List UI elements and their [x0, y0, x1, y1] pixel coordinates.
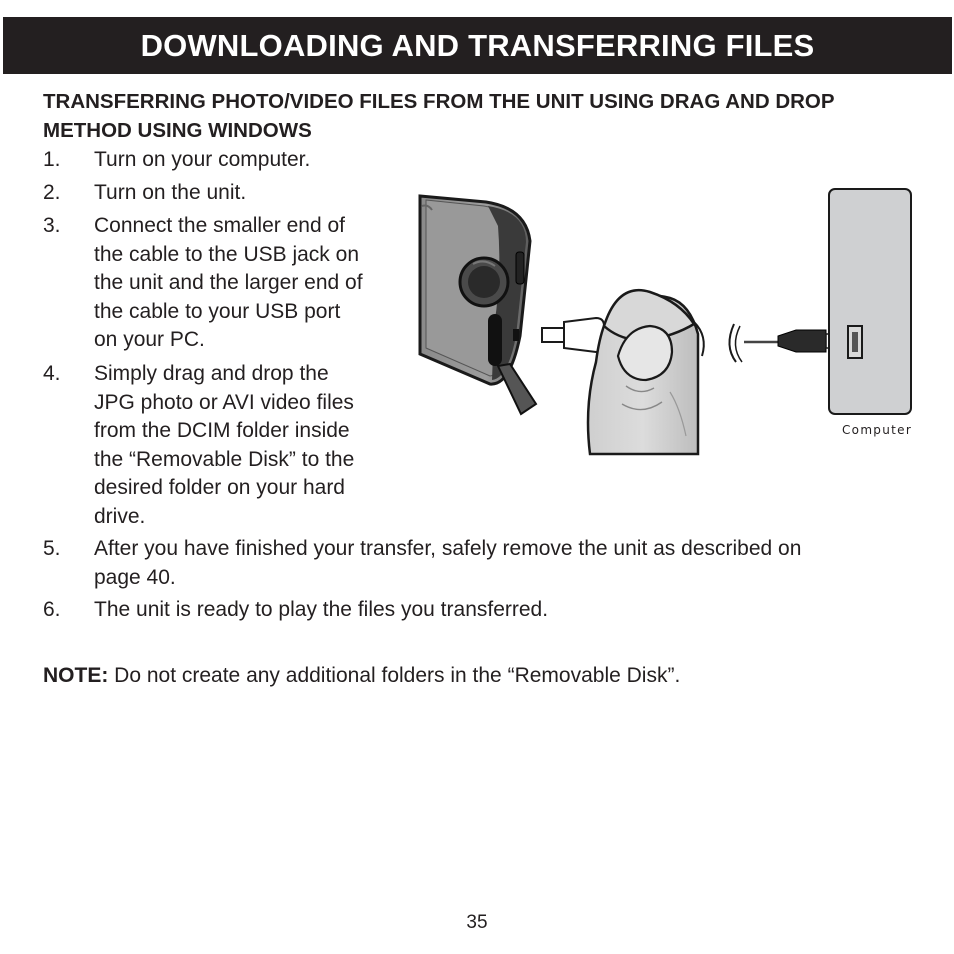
step-text-line: from the DCIM folder inside: [94, 419, 350, 443]
note-label: NOTE:: [43, 664, 109, 687]
header-bar: [3, 17, 952, 74]
step-text-line: the cable to your USB port: [94, 299, 341, 323]
hand-holding-cable-graphic: [588, 290, 704, 454]
step-number: 4.: [43, 362, 61, 385]
page-number: 35: [466, 912, 488, 933]
step-text-line: the cable to the USB jack on: [94, 242, 359, 266]
usb-connection-illustration: [418, 186, 918, 458]
step-number: 2.: [43, 181, 61, 204]
step-text-line: the unit and the larger end of: [94, 271, 363, 295]
step-text-line: Connect the smaller end of: [94, 214, 345, 237]
computer-graphic: [829, 189, 911, 414]
step-text-line: the “Removable Disk” to the: [94, 447, 355, 471]
step-text-line: The unit is ready to play the files you transferred.: [94, 598, 549, 621]
step-number: 1.: [43, 148, 61, 171]
step-text-line: on your PC.: [94, 328, 205, 352]
step-text-line: After you have finished your transfer, safely remove the unit as described on: [94, 537, 802, 560]
camera-unit-graphic: [420, 196, 536, 414]
step-number: 6.: [43, 598, 61, 621]
step-text-line: drive.: [94, 504, 146, 528]
step-number: 5.: [43, 537, 61, 560]
step-number: 3.: [43, 214, 61, 237]
computer-label: Computer: [842, 423, 913, 437]
cable-graphic: [729, 324, 780, 362]
section-heading: TRANSFERRING PHOTO/VIDEO FILES FROM THE UNIT USING DRAG AND DROP METHOD USING WINDOWS: [43, 90, 835, 142]
step-text-line: page 40.: [94, 565, 176, 589]
step-text-line: Turn on the unit.: [94, 181, 247, 204]
step-text-line: JPG photo or AVI video files: [94, 390, 354, 414]
note-text: Do not create any additional folders in the “Removable Disk”.: [108, 664, 681, 687]
step-text-line: desired folder on your hard: [94, 476, 345, 500]
step-text-line: Simply drag and drop the: [94, 362, 329, 385]
step-text-line: Turn on your computer.: [94, 148, 311, 171]
page-title: DOWNLOADING AND TRANSFERRING FILES: [140, 27, 815, 63]
note-paragraph: [43, 662, 680, 690]
